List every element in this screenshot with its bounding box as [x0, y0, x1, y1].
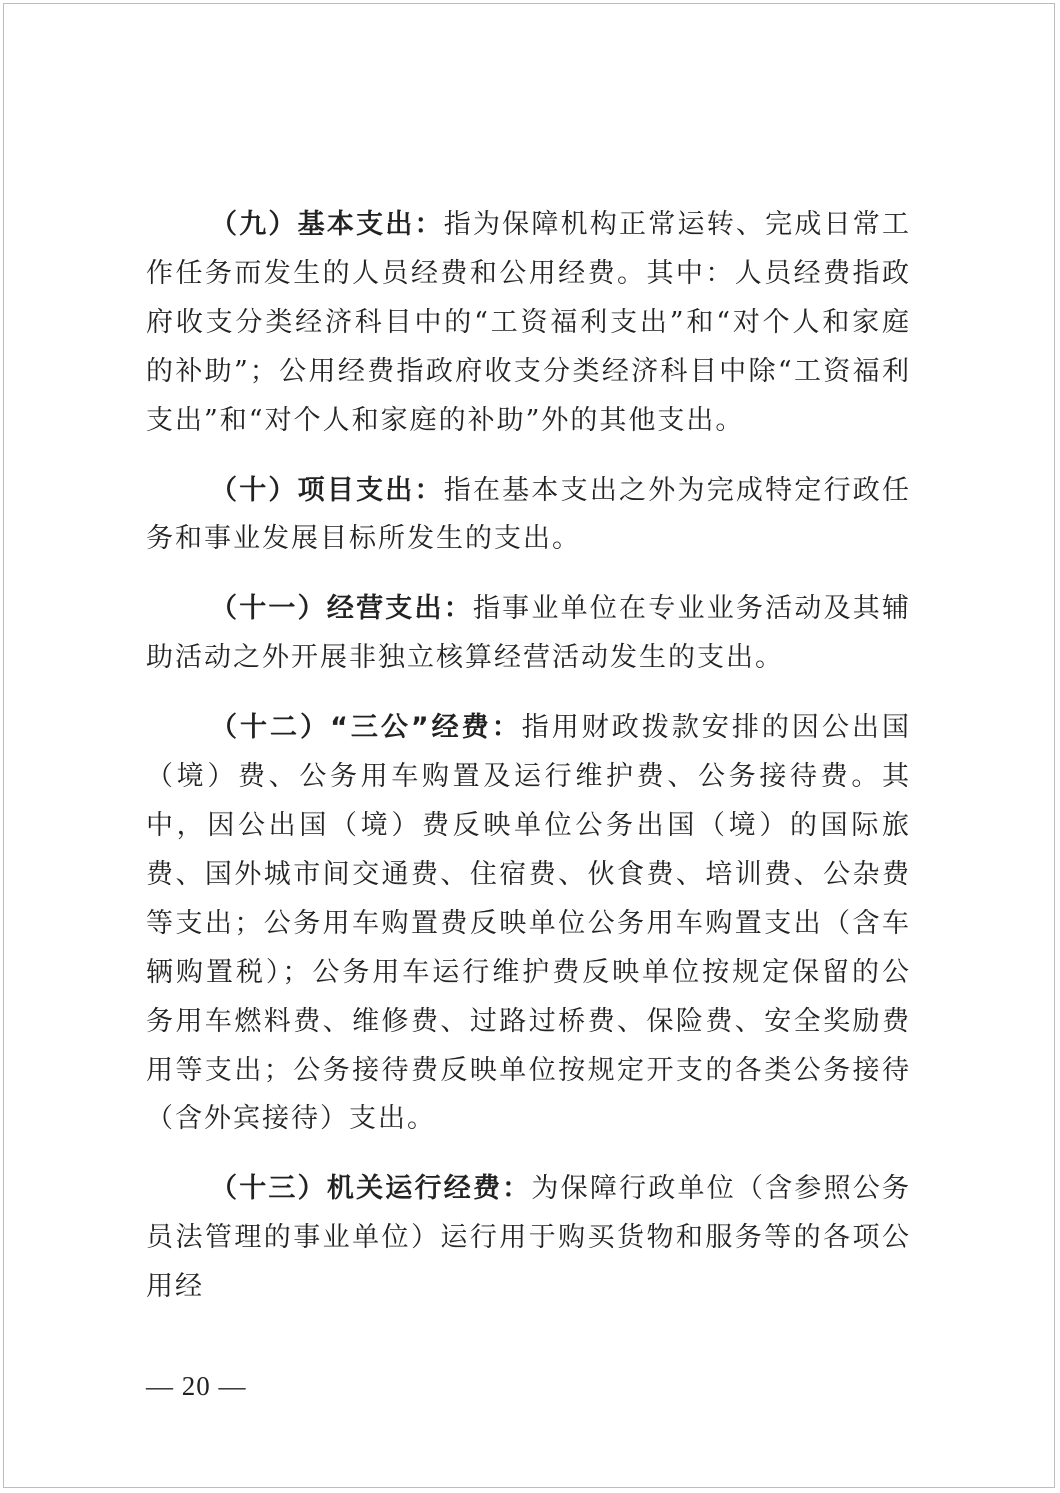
document-body: [146, 201, 911, 1333]
definition-project-expenditure: 指在基本支出之外为完成特定行政任务和事业发展目标所发生的支出。: [146, 474, 912, 555]
definition-three-public-expenses: 指用财政拨款安排的因公出国（境）费、公务用车购置及运行维护费、公务接待费。其中，因公出国（境）费反映单位公务出国（境）的国际旅费、国外城市间交通费、住宿费、伙食费、培训费、公杂费等支出；公务用车购置费反映单位公务用车购置支出（含车辆购置税）；公务用车运行维护费反映单位按规定保留的公务用车燃料费、维修费、过路过桥费、保险费、安全奖励费用等支出；公务接待费反映单位按规定开支的各类公务接待（含外宾接待）支出。: [146, 712, 911, 1135]
definition-basic-expenditure: 指为保障机构正常运转、完成日常工作任务而发生的人员经费和公用经费。其中：人员经费指政府收支分类经济科目中的“工资福利支出”和“对个人和家庭的补助”；公用经费指政府收支分类经济科目中除“工资福利支出”和“对个人和家庭的补助”外的其他支出。: [146, 209, 912, 436]
paragraph-agency-operating-funds: [146, 1165, 911, 1312]
term-operating-expenditure: （十一）经营支出：: [210, 593, 473, 625]
definition-operating-expenditure: 指事业单位在专业业务活动及其辅助活动之外开展非独立核算经营活动发生的支出。: [146, 593, 912, 674]
paragraph-three-public-expenses: [146, 704, 911, 1144]
paragraph-project-expenditure: [146, 467, 911, 565]
term-basic-expenditure: （九）基本支出：: [210, 209, 444, 240]
term-agency-operating-funds: （十三）机关运行经费：: [210, 1173, 532, 1205]
term-three-public-expenses: （十二）“三公”经费：: [210, 712, 522, 744]
term-project-expenditure: （十）项目支出：: [210, 474, 444, 506]
paragraph-basic-expenditure: [146, 201, 911, 446]
page-number: — 20 —: [146, 1371, 247, 1401]
document-page: [3, 3, 1055, 1488]
paragraph-operating-expenditure: [146, 585, 911, 683]
definition-agency-operating-funds: 为保障行政单位（含参照公务员法管理的事业单位）运行用于购买货物和服务等的各项公用经: [146, 1173, 911, 1303]
